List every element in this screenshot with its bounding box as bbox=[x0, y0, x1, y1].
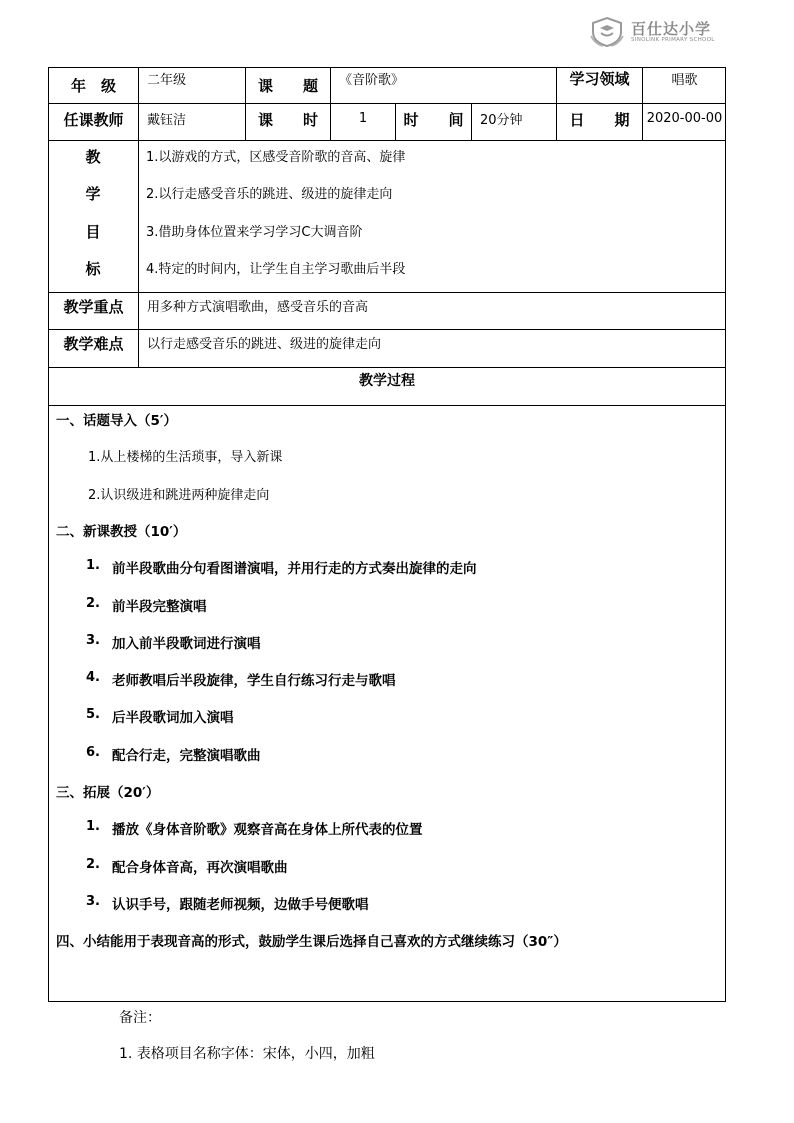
item-number: 4. bbox=[86, 670, 100, 685]
topic-label: 课 题 bbox=[257, 77, 318, 95]
section-item: 前半段歌曲分句看图谱演唱，并用行走的方式奏出旋律的走向 bbox=[112, 561, 477, 577]
row-divider bbox=[48, 367, 726, 368]
teacher-label: 任课教师 bbox=[63, 110, 124, 129]
section-item: 2.认识级进和跳进两种旋律走向 bbox=[88, 488, 270, 503]
objectives-label-char: 学 bbox=[85, 185, 101, 203]
period-value: 1 bbox=[358, 110, 368, 126]
section-title: 三、拓展（20′） bbox=[56, 785, 160, 801]
objectives-label-char: 标 bbox=[85, 260, 101, 278]
section-item: 前半段完整演唱 bbox=[112, 599, 207, 615]
key-point-value: 用多种方式演唱歌曲，感受音乐的音高 bbox=[147, 299, 369, 315]
section-item: 1.从上楼梯的生活琐事，导入新课 bbox=[88, 450, 283, 465]
teacher-value: 戴钰洁 bbox=[147, 112, 187, 128]
period-label: 课 时 bbox=[257, 110, 318, 129]
key-point-label: 教学重点 bbox=[63, 297, 124, 316]
objective-item: 3.借助身体位置来学习学习C大调音阶 bbox=[146, 225, 363, 240]
item-number: 3. bbox=[86, 633, 100, 648]
section-item: 认识手号，跟随老师视频，边做手号便歌唱 bbox=[112, 897, 369, 913]
school-name-english: SINOLINK PRIMARY SCHOOL bbox=[631, 37, 715, 43]
objective-item: 4.特定的时间内，让学生自主学习歌曲后半段 bbox=[146, 262, 406, 277]
section-item: 老师教唱后半段旋律，学生自行练习行走与歌唱 bbox=[112, 673, 396, 689]
section-item: 后半段歌词加入演唱 bbox=[112, 710, 234, 726]
section-title: 一、话题导入（5′） bbox=[56, 413, 177, 429]
time-value: 20分钟 bbox=[480, 112, 523, 128]
item-number: 2. bbox=[86, 596, 100, 611]
row-divider bbox=[48, 405, 726, 406]
section-title: 四、小结能用于表现音高的形式，鼓励学生课后选择自己喜欢的方式继续练习（30″） bbox=[56, 934, 567, 950]
date-label: 日 期 bbox=[569, 110, 630, 129]
school-logo bbox=[589, 16, 729, 48]
item-number: 2. bbox=[86, 857, 100, 872]
section-item: 播放《身体音阶歌》观察音高在身体上所代表的位置 bbox=[112, 822, 423, 838]
notes-label: 备注： bbox=[119, 1010, 161, 1026]
domain-value: 唱歌 bbox=[671, 73, 698, 88]
topic-value: 《音阶歌》 bbox=[339, 73, 405, 88]
objective-item: 2.以行走感受音乐的跳进、级进的旋律走向 bbox=[146, 187, 393, 202]
objectives-label-char: 目 bbox=[85, 223, 101, 241]
objective-item: 1.以游戏的方式，区感受音阶歌的音高、旋律 bbox=[146, 150, 406, 165]
school-emblem-icon bbox=[589, 16, 625, 48]
item-number: 1. bbox=[86, 558, 100, 573]
grade-value: 二年级 bbox=[147, 73, 187, 88]
section-item: 配合行走，完整演唱歌曲 bbox=[112, 748, 261, 764]
row-divider bbox=[48, 140, 726, 141]
item-number: 1. bbox=[86, 819, 100, 834]
item-number: 5. bbox=[86, 707, 100, 722]
section-item: 配合身体音高，再次演唱歌曲 bbox=[112, 860, 288, 876]
date-value: 2020-00-00 bbox=[646, 110, 723, 126]
domain-label: 学习领域 bbox=[569, 70, 630, 88]
grade-label: 年 级 bbox=[70, 77, 116, 95]
difficulty-value: 以行走感受音乐的跳进、级进的旋律走向 bbox=[147, 336, 382, 352]
section-title: 二、新课教授（10′） bbox=[56, 524, 187, 540]
notes-item: 1. 表格项目名称字体：宋体，小四，加粗 bbox=[119, 1046, 375, 1062]
school-name: 百仕达小学 bbox=[631, 20, 712, 38]
process-title: 教学过程 bbox=[359, 373, 415, 389]
difficulty-label: 教学难点 bbox=[63, 334, 124, 353]
time-label: 时 间 bbox=[403, 110, 464, 129]
item-number: 3. bbox=[86, 894, 100, 909]
objectives-label-char: 教 bbox=[85, 148, 101, 166]
section-item: 加入前半段歌词进行演唱 bbox=[112, 636, 261, 652]
item-number: 6. bbox=[86, 745, 100, 760]
